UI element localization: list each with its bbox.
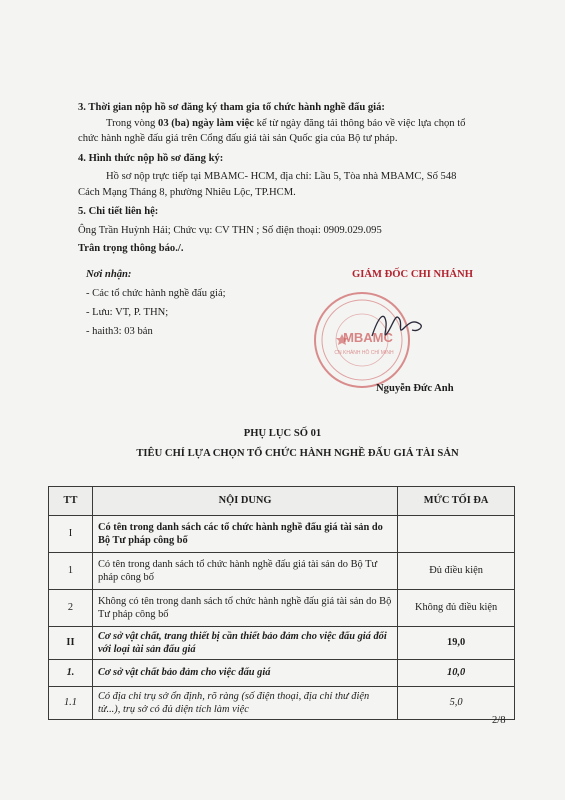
section4-line2: Cách Mạng Tháng 8, phường Nhiêu Lộc, TP.HCM. bbox=[78, 187, 296, 198]
stamp-lower-text: CN KHÁNH HỒ CHÍ MINH bbox=[334, 350, 394, 356]
recipient-item: - Các tổ chức hành nghề đấu giá; bbox=[86, 288, 226, 299]
row-max: 5,0 bbox=[398, 687, 515, 720]
criteria-table bbox=[48, 486, 515, 720]
row-content: Cơ sở vật chất bảo đảm cho việc đấu giá bbox=[92, 660, 397, 687]
row-max bbox=[398, 516, 515, 553]
section5-contact: Ông Trần Huỳnh Hải; Chức vụ: CV THN ; Số điện thoại: 0909.029.095 bbox=[78, 225, 382, 236]
row-content: Cơ sở vật chất, trang thiết bị cần thiết bảo đảm cho việc đấu giá đối với loại tài sản đấu giá bbox=[92, 627, 397, 660]
row-tt: 1.1 bbox=[49, 687, 93, 720]
row-content: Có địa chỉ trụ sở ổn định, rõ ràng (số điện thoại, địa chỉ thư điện tử...), trụ sở có đủ diện tích làm việc bbox=[92, 687, 397, 720]
table-row bbox=[49, 687, 515, 720]
row-tt: 2 bbox=[49, 590, 93, 627]
row-max: 19,0 bbox=[398, 627, 515, 660]
section3-body-line1: Trong vòng 03 (ba) ngày làm việc kể từ ngày đăng tải thông báo về việc lựa chọn tổ bbox=[106, 118, 466, 129]
row-content: Có tên trong danh sách tổ chức hành nghề đấu giá tài sản do Bộ Tư pháp công bố bbox=[92, 553, 397, 590]
signature-title: GIÁM ĐỐC CHI NHÁNH bbox=[352, 269, 473, 280]
row-tt: 1 bbox=[49, 553, 93, 590]
row-max: 10,0 bbox=[398, 660, 515, 687]
section3-body-line2: chức hành nghề đấu giá trên Cổng đấu giá tài sản Quốc gia của Bộ tư pháp. bbox=[78, 133, 398, 144]
appendix-title: PHỤ LỤC SỐ 01 bbox=[243, 428, 322, 439]
row-max: Không đủ điều kiện bbox=[398, 590, 515, 627]
appendix-subtitle: TIÊU CHÍ LỰA CHỌN TỔ CHỨC HÀNH NGHỀ ĐẤU GIÁ TÀI SẢN bbox=[136, 448, 459, 459]
header-tt: TT bbox=[49, 487, 93, 516]
row-max: Đủ điều kiện bbox=[398, 553, 515, 590]
header-content: NỘI DUNG bbox=[92, 487, 397, 516]
table-header-row bbox=[49, 487, 515, 516]
page-number: 2/8 bbox=[492, 715, 506, 726]
recipient-item: - Lưu: VT, P. THN; bbox=[86, 307, 169, 318]
table-row bbox=[49, 627, 515, 660]
row-tt: I bbox=[49, 516, 93, 553]
table-row bbox=[49, 660, 515, 687]
row-content: Có tên trong danh sách các tổ chức hành nghề đấu giá tài sản do Bộ Tư pháp công bố bbox=[92, 516, 397, 553]
section3-heading: 3. Thời gian nộp hồ sơ đăng ký tham gia tổ chức hành nghề đấu giá: bbox=[78, 102, 385, 113]
header-max: MỨC TỐI ĐA bbox=[398, 487, 515, 516]
table-row bbox=[49, 516, 515, 553]
signer-name: Nguyễn Đức Anh bbox=[376, 383, 454, 394]
table-row bbox=[49, 590, 515, 627]
recipient-item: - haith3: 03 bản bbox=[86, 326, 153, 337]
closing-text: Trân trọng thông báo./. bbox=[78, 243, 184, 254]
row-content: Không có tên trong danh sách tổ chức hành nghề đấu giá tài sản do Bộ Tư pháp công bố bbox=[92, 590, 397, 627]
stamp-center-text: MBAMC bbox=[343, 330, 393, 345]
handwritten-signature bbox=[368, 306, 428, 346]
section5-heading: 5. Chi tiết liên hệ: bbox=[78, 206, 159, 217]
section4-line1: Hồ sơ nộp trực tiếp tại MBAMC- HCM, địa chỉ: Lầu 5, Tòa nhà MBAMC, Số 548 bbox=[106, 171, 457, 182]
recipients-heading: Nơi nhận: bbox=[86, 269, 132, 280]
table-row bbox=[49, 553, 515, 590]
row-tt: 1. bbox=[49, 660, 93, 687]
section4-heading: 4. Hình thức nộp hồ sơ đăng ký: bbox=[78, 153, 224, 164]
row-tt: II bbox=[49, 627, 93, 660]
